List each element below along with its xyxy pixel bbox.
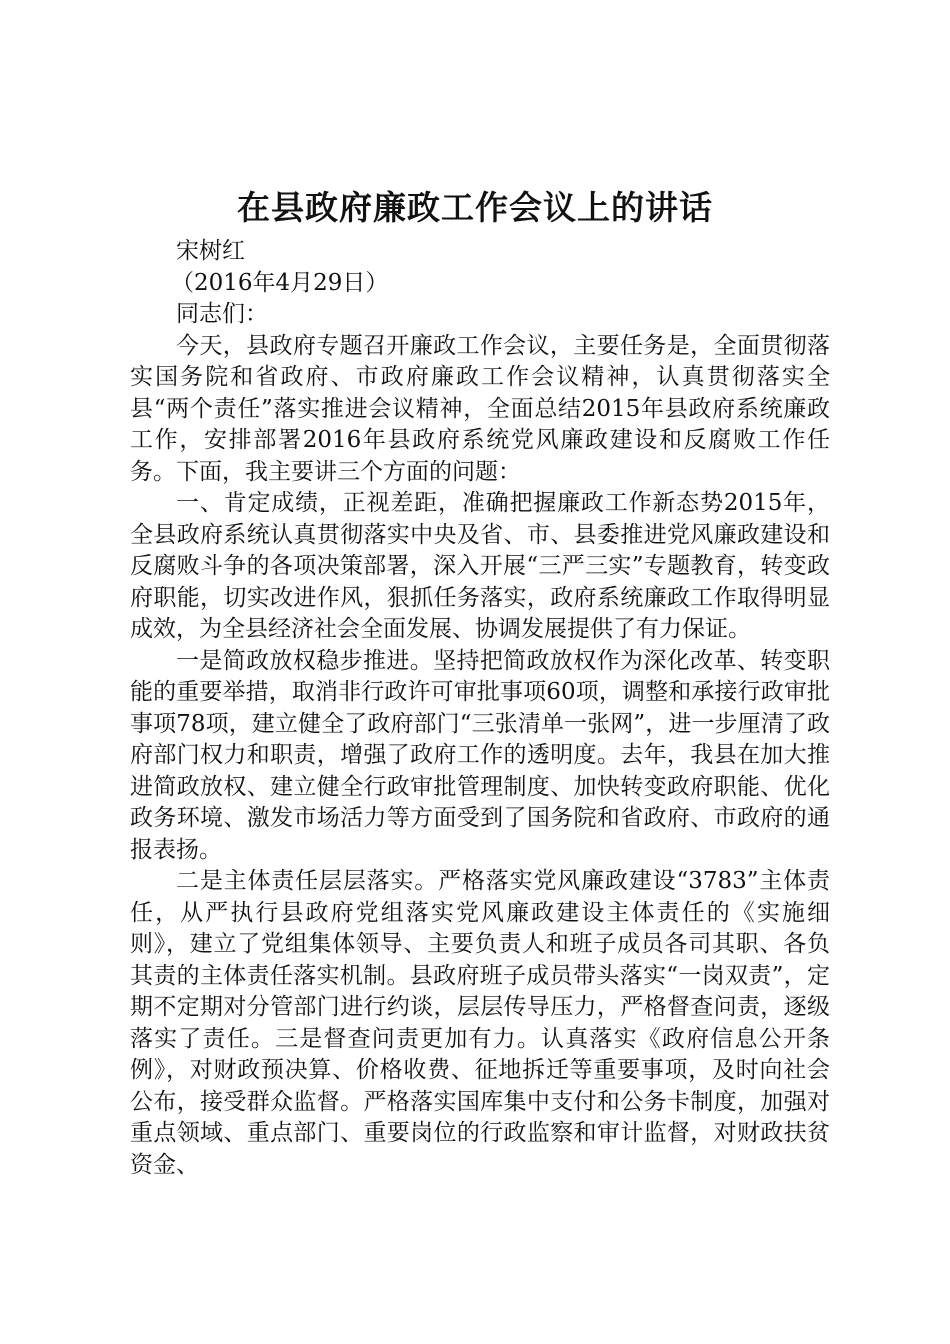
document-title: 在县政府廉政工作会议上的讲话 xyxy=(237,188,713,227)
document-body xyxy=(130,236,830,1181)
paragraph-point-one: 一是简政放权稳步推进。坚持把简政放权作为深化改革、转变职能的重要举措，取消非行政许可审批事项60项，调整和承接行政审批事项78项，建立健全了政府部门“三张清单一张网”，进一步厘清了政府部门权力和职责，增强了政府工作的透明度。去年，我县在加大推进简政放权、建立健全行政审批管理制度、加快转变政府职能、优化政务环境、激发市场活力等方面受到了国务院和省政府、市政府的通报表扬。 xyxy=(130,647,830,863)
paragraph-section-one: 一、肯定成绩，正视差距，准确把握廉政工作新态势2015年，全县政府系统认真贯彻落实中央及省、市、县委推进党风廉政建设和反腐败斗争的各项决策部署，深入开展“三严三实”专题教育，转变政府职能，切实改进作风，狠抓任务落实，政府系统廉政工作取得明显成效，为全县经济社会全面发展、协调发展提供了有力保证。 xyxy=(130,490,830,642)
date-line: （2016年4月29日） xyxy=(171,269,389,296)
paragraph-intro: 今天，县政府专题召开廉政工作会议，主要任务是，全面贯彻落实国务院和省政府、市政府廉政工作会议精神，认真贯彻落实全县“两个责任”落实推进会议精神，全面总结2015年县政府系统廉政工作，安排部署2016年县政府系统党风廉政建设和反腐败工作任务。下面，我主要讲三个方面的问题： xyxy=(130,332,830,485)
paragraph-point-two: 二是主体责任层层落实。严格落实党风廉政建设“3783”主体责任，从严执行县政府党组落实党风廉政建设主体责任的《实施细则》，建立了党组集体领导、主要负责人和班子成员各司其职、各负其责的主体责任落实机制。县政府班子成员带头落实“一岗双责”，定期不定期对分管部门进行约谈，层层传导压力，严格督查问责，逐级落实了责任。三是督查问责更加有力。认真落实《政府信息公开条例》，对财政预决算、价格收费、征地拆迁等重要事项，及时向社会公布，接受群众监督。严格落实国库集中支付和公务卡制度，加强对重点领域、重点部门、重要岗位的行政监察和审计监督，对财政扶贫资金、 xyxy=(130,868,830,1178)
author-line: 宋树红 xyxy=(176,238,245,264)
salutation: 同志们： xyxy=(176,301,268,327)
